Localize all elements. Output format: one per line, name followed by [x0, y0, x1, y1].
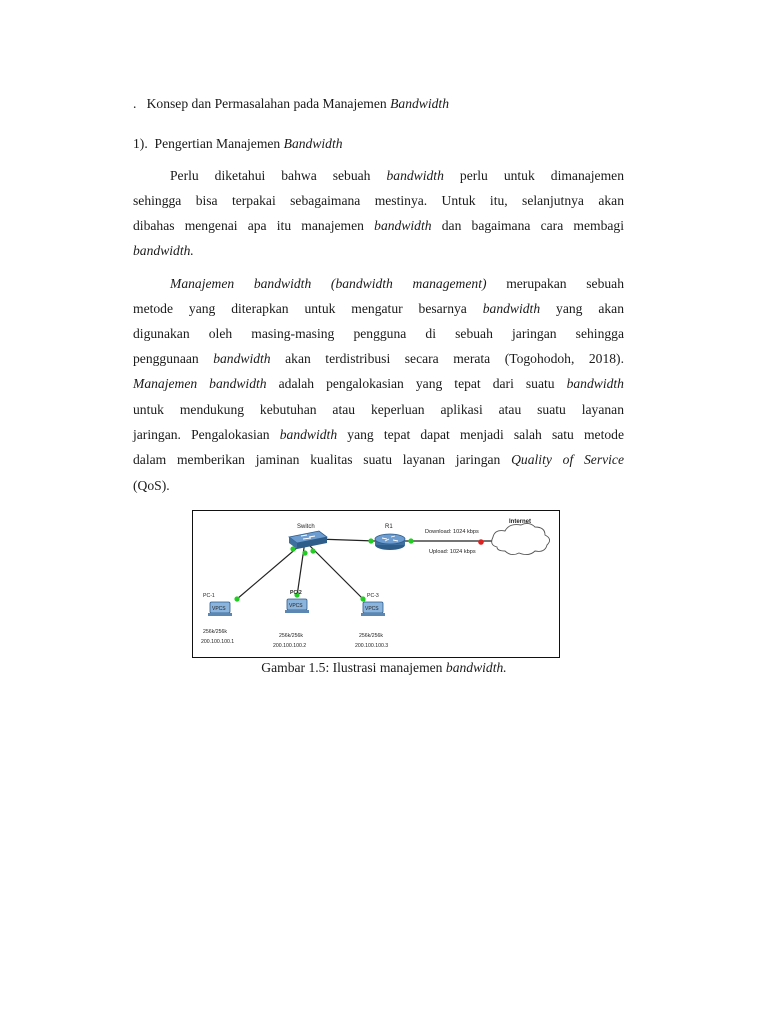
- paragraph-1-line-3: dibahas mengenai apa itu manajemen bandwidth dan bagaimana cara membagi: [133, 218, 624, 233]
- paragraph-1-line-2: sehingga bisa terpakai sebagaimana mestinya. Untuk itu, selanjutnya akan: [133, 193, 624, 208]
- paragraph-2-line-8: dalam memberikan jaminan kualitas suatu layanan jaringan Quality of Service: [133, 452, 624, 467]
- paragraph-2-line-6: untuk mendukung kebutuhan atau keperluan aplikasi atau suatu layanan: [133, 402, 624, 417]
- paragraph-1-line-4: bandwidth.: [133, 243, 194, 258]
- pc-1-screen: VPCS: [212, 606, 226, 612]
- network-diagram: [193, 511, 559, 657]
- paragraph-2-line-2: metode yang diterapkan untuk mengatur besarnya bandwidth yang akan: [133, 301, 625, 316]
- switch-icon: [289, 531, 327, 549]
- link-dot: [234, 596, 239, 601]
- pc-3-name: PC-3: [367, 593, 379, 599]
- paragraph-1-line-1: Perlu diketahui bahwa sebuah bandwidth perlu untuk dimanajemen: [170, 168, 624, 183]
- pc-2-rate: 256k/256k: [279, 633, 303, 639]
- pc-3-screen: VPCS: [365, 606, 379, 612]
- network-diagram-figure: [192, 510, 560, 658]
- section-heading: . Konsep dan Permasalahan pada Manajemen Bandwidth: [133, 96, 450, 111]
- pc-1-ip: 200.100.100.1: [201, 639, 235, 645]
- pc-1-rate: 256k/256k: [203, 629, 227, 635]
- switch-label: Switch: [297, 524, 315, 530]
- paragraph-2-line-1: Manajemen bandwidth (bandwidth management) merupakan sebuah: [170, 276, 624, 291]
- paragraph-2-line-9: (QoS).: [133, 478, 170, 493]
- link-dot: [310, 548, 315, 553]
- link-dot: [360, 596, 365, 601]
- pc-2-ip: 200.100.100.2: [273, 643, 307, 649]
- link-dot: [368, 538, 373, 543]
- pc-2-screen: VPCS: [289, 603, 303, 609]
- link-dot: [408, 538, 413, 543]
- figure-caption: Gambar 1.5: Ilustrasi manajemen bandwidth.: [261, 660, 507, 675]
- paragraph-2-line-7: jaringan. Pengalokasian bandwidth yang tepat dapat menjadi salah satu metode: [133, 427, 624, 442]
- paragraph-2-line-5: Manajemen bandwidth adalah pengalokasian yang tepat dari suatu bandwidth: [133, 376, 624, 391]
- pc-1-name: PC-1: [203, 593, 215, 599]
- upload-label: Upload: 1024 kbps: [429, 549, 476, 555]
- link-switch-pc2: [297, 541, 305, 596]
- router-label: R1: [385, 524, 393, 530]
- link-dot-down: [478, 539, 484, 545]
- router-icon: [375, 534, 405, 550]
- internet-label: Internet: [509, 519, 532, 525]
- download-label: Download: 1024 kbps: [425, 529, 479, 535]
- internet-cloud-icon: [492, 523, 550, 554]
- link-dot: [302, 550, 307, 555]
- pc-3-ip: 200.100.100.3: [355, 643, 389, 649]
- pc-2-name: PC-2: [290, 590, 302, 596]
- subsection-heading: 1). Pengertian Manajemen Bandwidth: [133, 136, 343, 151]
- paragraph-2-line-4: penggunaan bandwidth akan terdistribusi secara merata (Togohodoh, 2018).: [133, 351, 624, 366]
- paragraph-2-line-3: digunakan oleh masing-masing pengguna di sebuah jaringan sehingga: [133, 326, 624, 341]
- pc-3-rate: 256k/256k: [359, 633, 383, 639]
